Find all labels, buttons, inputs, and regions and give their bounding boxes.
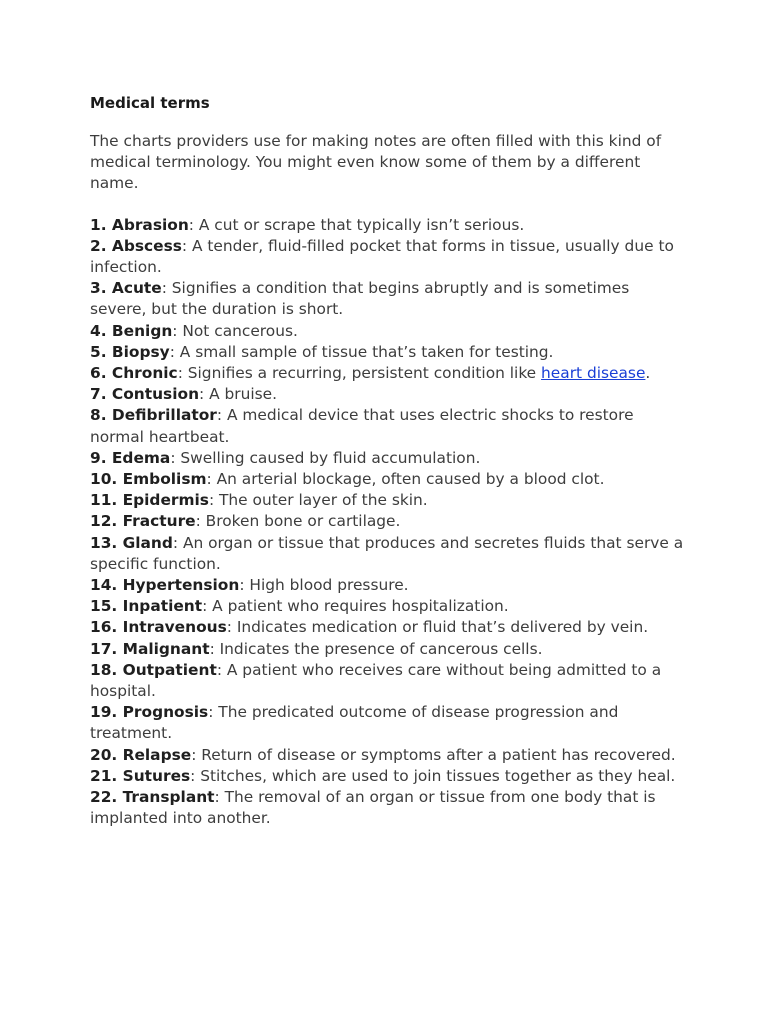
term-separator: : bbox=[209, 639, 220, 658]
term-definition: A small sample of tissue that’s taken for testing. bbox=[179, 342, 554, 361]
term-name: 3. Acute bbox=[90, 279, 162, 298]
term-item-contusion bbox=[90, 384, 690, 405]
term-item-defibrillator bbox=[90, 405, 690, 447]
term-item-acute bbox=[90, 278, 690, 320]
term-separator: : bbox=[172, 321, 183, 340]
term-definition-end: . bbox=[645, 364, 651, 383]
term-definition: Indicates the presence of cancerous cells. bbox=[219, 639, 543, 658]
term-item-relapse bbox=[90, 745, 690, 766]
term-definition: Return of disease or symptoms after a patient has recovered. bbox=[201, 745, 676, 764]
term-separator: : bbox=[161, 279, 172, 298]
term-name: 1. Abrasion bbox=[90, 215, 189, 234]
term-name: 8. Defibrillator bbox=[90, 406, 217, 425]
term-separator: : bbox=[208, 703, 219, 722]
term-name: 7. Contusion bbox=[90, 385, 200, 404]
term-name: 10. Embolism bbox=[90, 470, 207, 489]
term-name: 20. Relapse bbox=[90, 745, 192, 764]
term-name: 14. Hypertension bbox=[90, 576, 240, 595]
term-item-malignant bbox=[90, 639, 690, 660]
term-item-sutures bbox=[90, 766, 690, 787]
term-separator: : bbox=[170, 448, 181, 467]
term-definition: A medical device that uses electric shocks to restore normal heartbeat. bbox=[90, 406, 634, 446]
term-definition: A patient who receives care without being admitted to a hospital. bbox=[90, 660, 662, 701]
term-name: 2. Abscess bbox=[90, 236, 182, 255]
term-item-transplant bbox=[90, 787, 690, 829]
term-name: 19. Prognosis bbox=[90, 703, 209, 722]
term-name: 21. Sutures bbox=[90, 766, 191, 785]
term-name: 15. Inpatient bbox=[90, 597, 203, 616]
term-name: 11. Epidermis bbox=[90, 491, 209, 510]
term-name: 12. Fracture bbox=[90, 512, 196, 531]
term-separator: : bbox=[214, 788, 225, 807]
term-separator: : bbox=[206, 470, 217, 489]
term-name: 22. Transplant bbox=[90, 788, 215, 807]
term-definition: A tender, fluid-filled pocket that forms in tissue, usually due to infection. bbox=[90, 236, 674, 277]
term-separator: : bbox=[181, 236, 192, 255]
term-definition: A cut or scrape that typically isn’t serious. bbox=[198, 215, 525, 234]
term-definition: A bruise. bbox=[209, 385, 278, 404]
term-item-outpatient bbox=[90, 660, 690, 702]
term-definition: The predicated outcome of disease progression and treatment. bbox=[90, 703, 619, 743]
term-separator: : bbox=[169, 342, 180, 361]
term-separator: : bbox=[239, 576, 250, 595]
term-item-epidermis bbox=[90, 490, 690, 511]
term-definition: Broken bone or cartilage. bbox=[205, 512, 401, 531]
term-item-gland bbox=[90, 533, 690, 575]
term-separator: : bbox=[195, 512, 206, 531]
term-separator: : bbox=[208, 491, 220, 510]
term-name: 18. Outpatient bbox=[90, 660, 217, 679]
term-definition: Not cancerous. bbox=[182, 321, 298, 340]
term-item-benign bbox=[90, 321, 690, 342]
term-definition: The outer layer of the skin. bbox=[219, 491, 428, 510]
term-item-biopsy bbox=[90, 342, 690, 363]
term-definition: An arterial blockage, often caused by a blood clot. bbox=[216, 470, 605, 489]
term-separator: : bbox=[190, 766, 201, 785]
term-definition: An organ or tissue that produces and secretes fluids that serve a specific function. bbox=[90, 533, 684, 573]
term-item-embolism bbox=[90, 469, 690, 490]
term-definition: Stitches, which are used to join tissues together as they heal. bbox=[200, 766, 676, 785]
term-separator: : bbox=[191, 745, 202, 764]
term-name: 13. Gland bbox=[90, 533, 173, 552]
term-separator: : bbox=[216, 406, 227, 425]
term-definition: The removal of an organ or tissue from one body that is implanted into another. bbox=[90, 788, 656, 828]
term-name: 9. Edema bbox=[90, 448, 171, 467]
term-separator: : bbox=[199, 385, 210, 404]
term-item-hypertension bbox=[90, 575, 690, 596]
term-item-prognosis bbox=[90, 702, 690, 744]
term-item-fracture bbox=[90, 511, 690, 532]
term-definition: Swelling caused by fluid accumulation. bbox=[180, 448, 481, 467]
intro-paragraph: The charts providers use for making notes are often filled with this kind of medical terminology. You might even know some of them by a different name. bbox=[90, 132, 662, 193]
term-name: 4. Benign bbox=[90, 321, 173, 340]
term-item-abscess bbox=[90, 236, 690, 278]
term-definition: Signifies a condition that begins abruptly and is sometimes severe, but the duration is short. bbox=[90, 279, 630, 319]
term-definition: A patient who requires hospitalization. bbox=[212, 597, 509, 616]
term-separator: : bbox=[177, 364, 188, 383]
term-name: 6. Chronic bbox=[90, 364, 178, 383]
term-definition: Signifies a recurring, persistent condition like bbox=[187, 364, 542, 383]
term-item-chronic bbox=[90, 363, 690, 384]
term-separator: : bbox=[216, 660, 227, 679]
term-name: 16. Intravenous bbox=[90, 618, 227, 637]
term-name: 17. Malignant bbox=[90, 639, 210, 658]
document-page bbox=[90, 93, 690, 830]
term-item-intravenous bbox=[90, 617, 690, 638]
term-item-abrasion bbox=[90, 215, 690, 236]
term-definition: Indicates medication or fluid that’s delivered by vein. bbox=[236, 618, 649, 637]
term-item-inpatient bbox=[90, 596, 690, 617]
page-title: Medical terms bbox=[90, 94, 210, 112]
term-name: 5. Biopsy bbox=[90, 342, 170, 361]
term-definition: High blood pressure. bbox=[249, 576, 409, 595]
terms-list bbox=[90, 215, 690, 830]
term-separator: : bbox=[202, 597, 213, 616]
heart-disease-link[interactable]: heart disease bbox=[541, 364, 646, 383]
term-separator: : bbox=[226, 618, 237, 637]
term-item-edema bbox=[90, 448, 690, 469]
term-separator: : bbox=[172, 533, 183, 552]
term-separator: : bbox=[188, 215, 199, 234]
